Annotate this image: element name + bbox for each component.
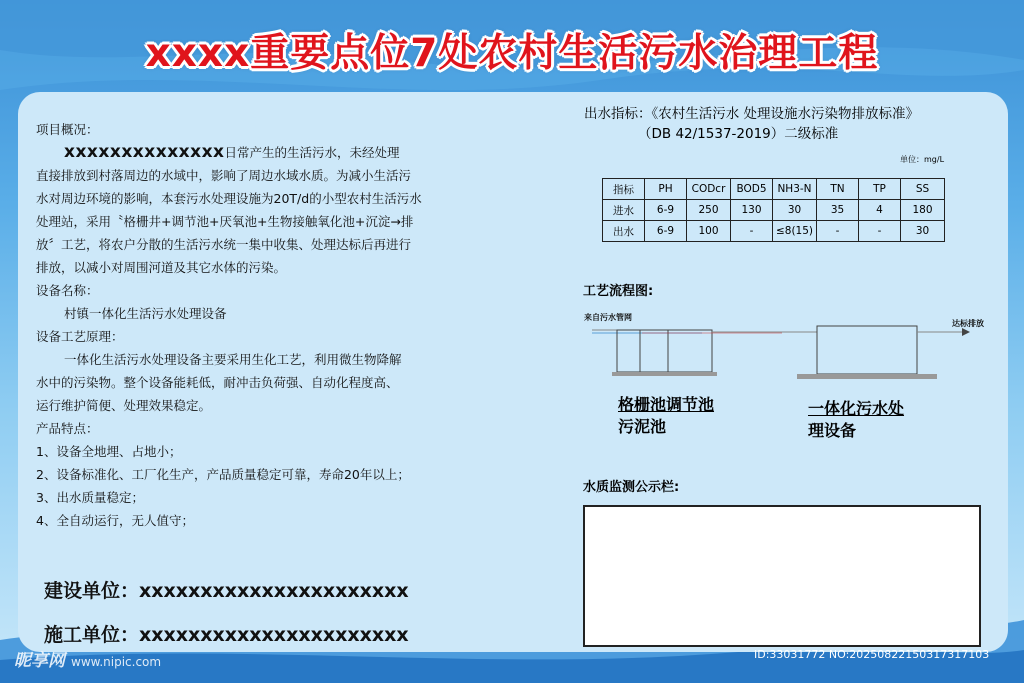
table-row <box>603 221 945 242</box>
builder-unit: 施工单位：xxxxxxxxxxxxxxxxxxxxxx <box>44 624 409 646</box>
standard-title: 出水指标：《农村生活污水 处理设施水污染物排放标准》 <box>584 106 920 122</box>
table-header: SS <box>901 179 945 200</box>
table-header: TP <box>859 179 901 200</box>
image-id-bar: ID:33031772 NO:20250822150317317103 <box>754 648 990 661</box>
table-cell: - <box>817 221 859 242</box>
table-cell: 30 <box>773 200 817 221</box>
unit-label: 单位：mg/L <box>900 155 945 164</box>
principle-heading: 设备工艺原理： <box>36 329 124 344</box>
table-cell: 250 <box>687 200 731 221</box>
table-header: CODcr <box>687 179 731 200</box>
principle-text-3: 运行维护简便、处理效果稳定。 <box>36 398 212 413</box>
overview-text-1: 日常产生的生活污水，未经处理 <box>224 145 400 160</box>
inlet-label: 来自污水管网 <box>584 313 632 322</box>
feature-1: 1、设备全地埋、占地小； <box>36 444 182 459</box>
overview-heading: 项目概况： <box>36 122 99 137</box>
outlet-label: 达标排放 <box>952 319 984 328</box>
construction-unit: 建设单位：xxxxxxxxxxxxxxxxxxxxxx <box>44 580 409 602</box>
feature-2: 2、设备标准化、工厂化生产，产品质量稳定可靠，寿命20年以上； <box>36 467 410 482</box>
equipment-name: 村镇一体化生活污水处理设备 <box>64 306 227 321</box>
table-cell: 35 <box>817 200 859 221</box>
feature-3: 3、出水质量稳定； <box>36 490 144 505</box>
principle-text-2: 水中的污染物。整个设备能耗低，耐冲击负荷强、自动化程度高、 <box>36 375 399 390</box>
table-cell: 6-9 <box>645 200 687 221</box>
table-cell: - <box>859 221 901 242</box>
monitor-board <box>583 505 981 647</box>
watermark: 昵享网 www.nipic.com <box>14 651 162 671</box>
equipment-name-heading: 设备名称： <box>36 283 99 298</box>
table-cell: 100 <box>687 221 731 242</box>
discharge-table <box>602 178 945 242</box>
table-cell: 30 <box>901 221 945 242</box>
features-heading: 产品特点： <box>36 421 99 436</box>
overview-text-3: 水对周边环境的影响，本套污水处理设施为20T/d的小型农村生活污水 <box>36 191 422 206</box>
table-cell: 4 <box>859 200 901 221</box>
project-overview <box>36 118 556 532</box>
flow-heading: 工艺流程图: <box>583 284 654 299</box>
page-title: xxxx重要点位7处农村生活污水治理工程 <box>145 31 879 76</box>
table-header: PH <box>645 179 687 200</box>
table-cell: 进水 <box>603 200 645 221</box>
overview-text-6: 排放，以减小对周围河道及其它水体的污染。 <box>36 260 287 275</box>
table-cell: 130 <box>731 200 773 221</box>
overview-text-5: 放〞工艺，将农户分散的生活污水统一集中收集、处理达标后再进行 <box>36 237 412 252</box>
table-cell: 180 <box>901 200 945 221</box>
placeholder-name: xxxxxxxxxxxxxx <box>64 142 225 162</box>
standard-code: （DB 42/1537-2019）二级标准 <box>638 126 839 142</box>
feature-4: 4、全自动运行，无人值守； <box>36 513 194 528</box>
overview-text-2: 直接排放到村落周边的水域中，影响了周边水域水质。为减小生活污 <box>36 168 412 183</box>
table-header: NH3-N <box>773 179 817 200</box>
table-cell: 出水 <box>603 221 645 242</box>
overview-first-line <box>36 141 556 164</box>
table-cell: - <box>731 221 773 242</box>
overview-text-4: 处理站，采用〝格栅井+调节池+厌氧池+生物接触氧化池+沉淀→排 <box>36 214 414 229</box>
flow-label-equipment-2: 理设备 <box>808 421 857 440</box>
table-header: BOD5 <box>731 179 773 200</box>
table-header-row <box>603 179 945 200</box>
principle-text-1: 一体化生活污水处理设备主要采用生化工艺，利用微生物降解 <box>64 352 402 367</box>
monitor-heading: 水质监测公示栏: <box>583 480 680 495</box>
table-cell: 6-9 <box>645 221 687 242</box>
flow-label-sludge: 污泥池 <box>618 417 667 436</box>
table-header: 指标 <box>603 179 645 200</box>
table-header: TN <box>817 179 859 200</box>
flow-label-tanks: 格栅池调节池 <box>618 395 715 414</box>
table-row <box>603 200 945 221</box>
flow-label-equipment: 一体化污水处 <box>808 399 905 418</box>
table-cell: ≤8(15) <box>773 221 817 242</box>
